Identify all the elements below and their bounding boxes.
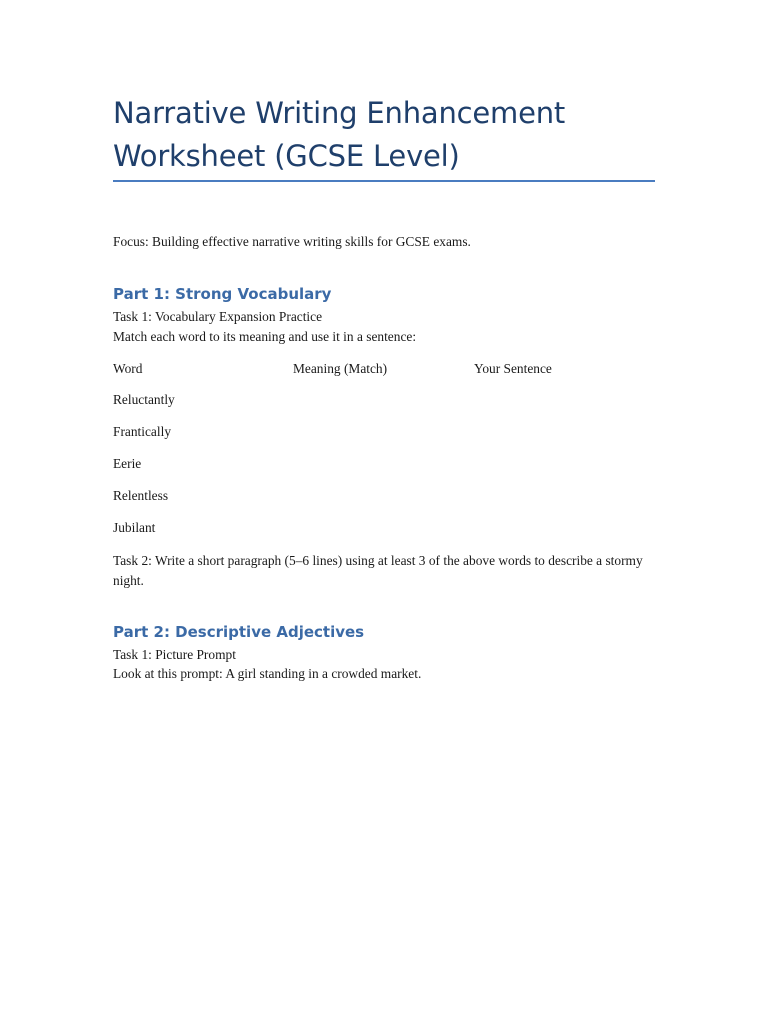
part1-task1-title: Task 1: Vocabulary Expansion Practice bbox=[113, 309, 323, 324]
table-row-word: Reluctantly bbox=[113, 392, 175, 407]
part2-task1-title: Task 1: Picture Prompt bbox=[113, 647, 236, 662]
part2-heading: Part 2: Descriptive Adjectives bbox=[113, 623, 365, 641]
part2-task1-instruction: Look at this prompt: A girl standing in a crowded market. bbox=[113, 666, 422, 681]
part1-task2: Task 2: Write a short paragraph (5–6 lines) using at least 3 of the above words to describe a stormy night. bbox=[113, 553, 643, 588]
title-divider bbox=[113, 180, 655, 182]
focus-statement: Focus: Building effective narrative writing skills for GCSE exams. bbox=[113, 234, 471, 249]
part1-task1-instruction: Match each word to its meaning and use it in a sentence: bbox=[113, 329, 417, 344]
part1-heading: Part 1: Strong Vocabulary bbox=[113, 285, 332, 303]
column-header-sentence: Your Sentence bbox=[474, 361, 552, 376]
table-row-word: Relentless bbox=[113, 488, 169, 503]
column-header-meaning: Meaning (Match) bbox=[293, 361, 388, 376]
table-row-word: Eerie bbox=[113, 456, 142, 471]
table-row-word: Frantically bbox=[113, 424, 172, 439]
table-row-word: Jubilant bbox=[113, 520, 156, 535]
column-header-word: Word bbox=[113, 361, 143, 376]
page-title: Narrative Writing Enhancement Worksheet (GCSE Level) bbox=[113, 96, 566, 173]
